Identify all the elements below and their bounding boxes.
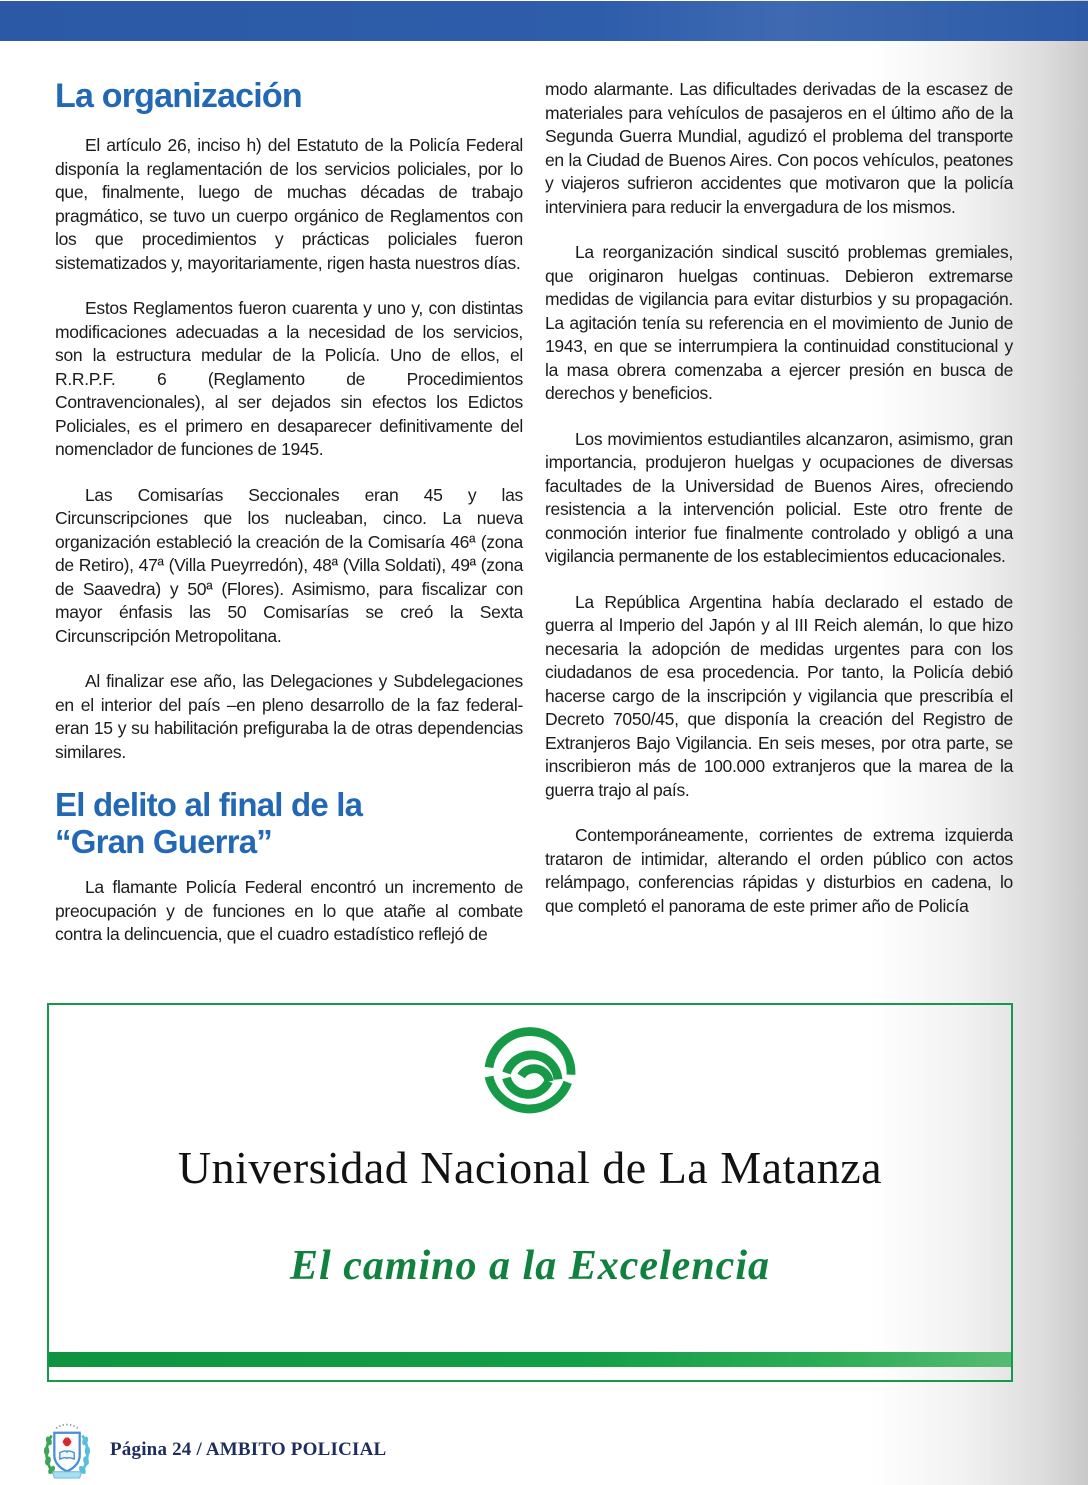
police-crest-icon [38, 1419, 96, 1481]
section-heading-la-organizacion: La organización [55, 77, 302, 115]
paragraph: La República Argentina había declarado el estado de guerra al Imperio del Japón y al III Reich alemán, lo que hizo necesaria la adopción de medidas urgentes para con los ciudadanos de esa procedencia. Por tanto, la Policía debió hacerse cargo de la inscripción y vigilancia que prescribía el Decreto 7050/45, que disponía la creación del Registro de Extranjeros Bajo Vigilancia. En seis meses, por otra parte, se inscribieron más de 100.000 extranjeros que la marea de la guerra trajo al país. [545, 591, 1013, 800]
paragraph: Estos Reglamentos fueron cuarenta y uno y, con distintas modificaciones adecuadas a la necesidad de los servicios, son la estructura medular de la Policía. Uno de ellos, el R.R.P.F. 6 (Reglamento de Procedimientos Contravencionales), al ser dejados sin efectos los Edictos Policiales, es el primero en desaparecer definitivamente del nomenclador de funciones de 1945. [55, 298, 523, 459]
paragraph: La reorganización sindical suscitó problemas gremiales, que originaron huelgas continuas. Debieron extremarse medidas de vigilancia para evitar disturbios y su propagación. La agitación tenía su referencia en el movimiento de Junio de 1943, en que se interrumpiera la continuidad constitucional y la masa obrera comenzaba a ejercer presión en busca de derechos y beneficios. [545, 242, 1013, 403]
heading-line: El delito al final de la [55, 786, 363, 823]
paragraph: modo alarmante. Las dificultades derivadas de la escasez de materiales para vehículos de pasajeros en el último año de la Segunda Guerra Mundial, agudizó el problema del transporte en la Ciudad de Buenos Aires. Con pocos vehículos, peatones y viajeros sufrieron accidentes que motivaron que la policía interviniera para reducir la envergadura de los mismos. [545, 79, 1013, 217]
article-body [55, 78, 1013, 969]
paragraph: Al finalizar ese año, las Delegaciones y Subdelegaciones en el interior del país –en pleno desarrollo de la faz federal- eran 15 y su habilitación prefiguraba la de otras dependencias similares. [55, 671, 523, 762]
paragraph: Las Comisarías Seccionales eran 45 y las Circunscripciones que los nucleaban, cinco. La nueva organización estableció la creación de la Comisaría 46ª (zona de Retiro), 47ª (Villa Pueyrredón), 48ª (Villa Soldati), 49ª (zona de Saavedra) y 50ª (Flores). Asimismo, para fiscalizar con mayor énfasis las 50 Comisarías se creó la Sexta Circunscripción Metropolitana. [55, 484, 523, 646]
page-top-bar [0, 1, 1088, 41]
paragraph: Los movimientos estudiantiles alcanzaron, asimismo, gran importancia, produjeron huelgas y ocupaciones de diversas facultades de la Universidad de Buenos Aires, ofreciendo resistencia a la intervención policial. Este otro frente de conmoción interior fue finalmente controlado y obligó a una vigilancia permanente de los establecimientos educacionales. [545, 428, 1013, 566]
university-advertisement [47, 1003, 1013, 1382]
university-slogan: El camino a la Excelencia [290, 1243, 770, 1289]
paragraph: El artículo 26, inciso h) del Estatuto de la Policía Federal disponía la reglamentación de los servicios policiales, por lo que, finalmente, luego de muchas décadas de trabajo pragmático, se tuvo un cuerpo orgánico de Reglamentos con los que procedimientos y prácticas policiales fueron sistematizados y, mayoritariamente, rigen hasta nuestros días. [55, 135, 523, 273]
section-heading-el-delito [55, 786, 523, 860]
paragraph: La flamante Policía Federal encontró un incremento de preocupación y de funciones en lo que atañe al combate contra la delincuencia, que el cuadro estadístico reflejó de [55, 877, 523, 944]
heading-line: “Gran Guerra” [55, 823, 273, 860]
article-right-column [545, 78, 1013, 969]
ad-bottom-green-bar [49, 1352, 1011, 1367]
page-footer [38, 1418, 386, 1482]
article-left-column [55, 78, 523, 969]
university-name: Universidad Nacional de La Matanza [177, 1142, 883, 1193]
unlam-logo-icon [481, 1023, 579, 1121]
footer-page-label: Página 24 / AMBITO POLICIAL [110, 1439, 387, 1460]
paragraph: Contemporáneamente, corrientes de extrema izquierda trataron de intimidar, alterando el orden público con actos relámpago, conferencias rápidas y disturbios en cadena, lo que completó el panorama de este primer año de Policía [545, 825, 1013, 916]
